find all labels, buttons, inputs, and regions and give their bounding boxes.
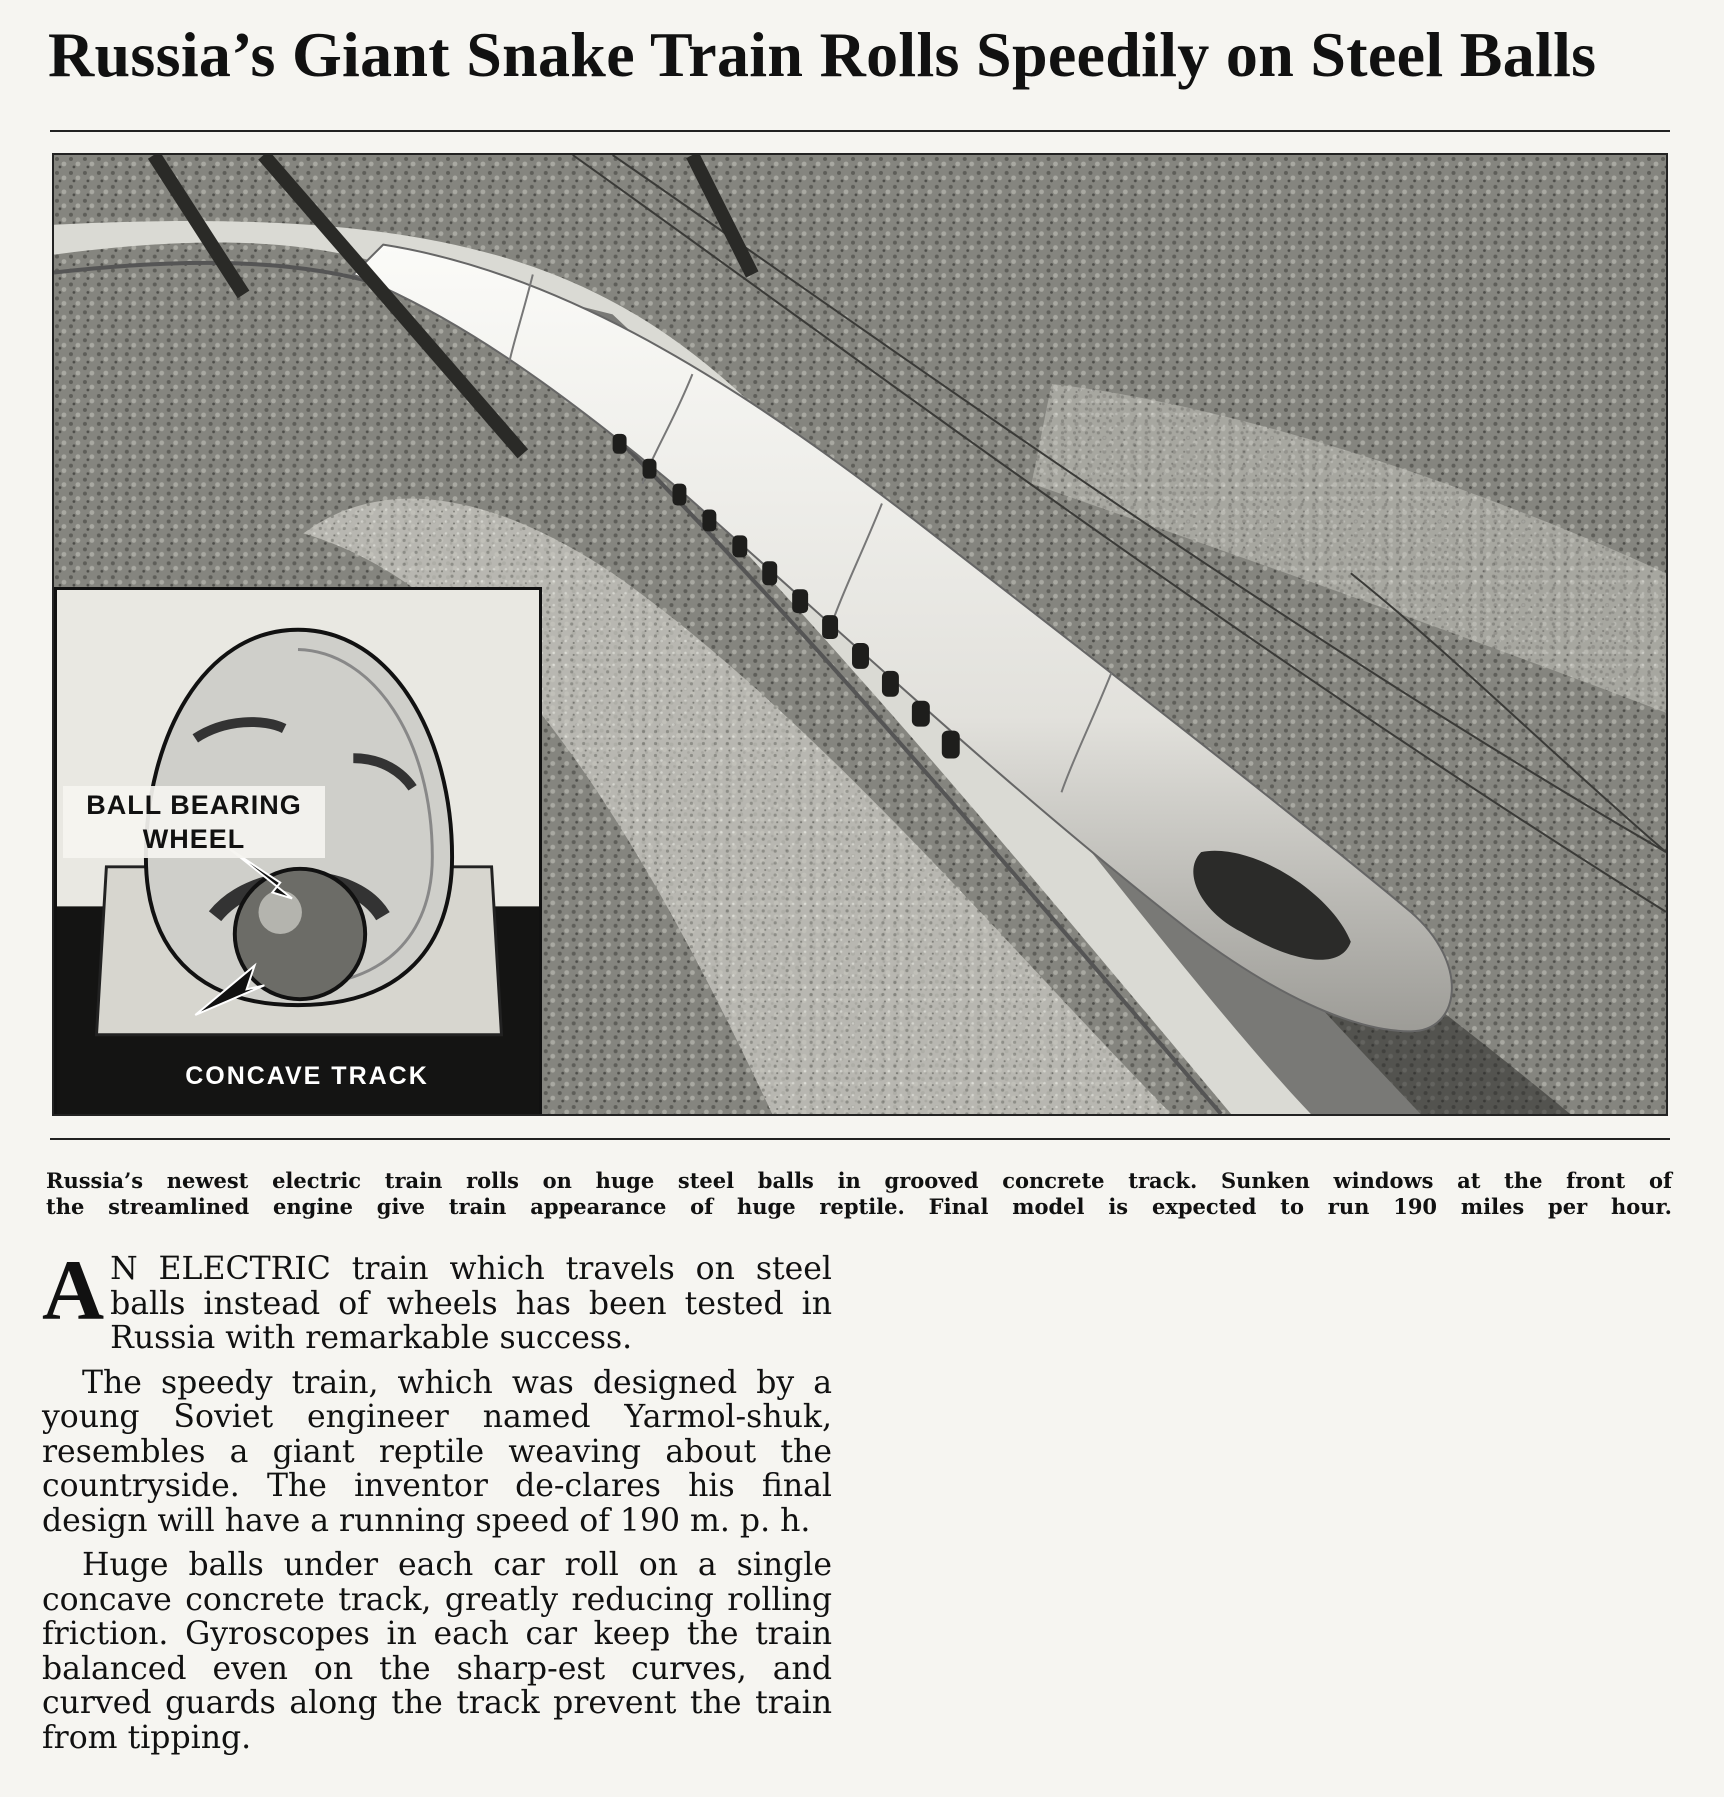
train-photograph [52,153,1668,1116]
ball-bearing-diagram [54,587,542,1116]
photo-caption [46,1168,1672,1220]
paragraph-1-text: N ELECTRIC train which travels on steel balls instead of wheels has been tested in Russia with remarkable success. [110,1251,832,1356]
article-body [42,1242,832,1765]
concave-track-label: CONCAVE TRACK [185,1062,429,1090]
article-paragraph-1 [42,1242,832,1356]
top-rule [50,130,1670,132]
headline: Russia’s Giant Snake Train Rolls Speedily on Steel Balls [48,19,1597,90]
caption-line-1: Russia’s newest electric train rolls on huge steel balls in grooved concrete track. Sunken windows at the front of [46,1168,1672,1193]
bottom-rule [50,1138,1670,1140]
article-paragraph-2: The speedy train, which was designed by a young Soviet engineer named Yarmol-shuk, resembles a giant reptile weaving about the countryside. The inventor de-clares his final design will have a running speed of 190 m. p. h. [42,1364,832,1539]
article-paragraph-3: Huge balls under each car roll on a single concave concrete track, greatly reducing rolling friction. Gyroscopes in each car keep the train balanced even on the sharp-est curves, and curved guards along the track prevent the train from tipping. [42,1547,832,1756]
ball-bearing-wheel-label: BALL BEARING WHEEL [63,786,325,858]
drop-cap: A [42,1242,105,1338]
caption-line-2: the streamlined engine give train appearance of huge reptile. Final model is expected to run 190 miles per hour. [46,1194,1672,1219]
